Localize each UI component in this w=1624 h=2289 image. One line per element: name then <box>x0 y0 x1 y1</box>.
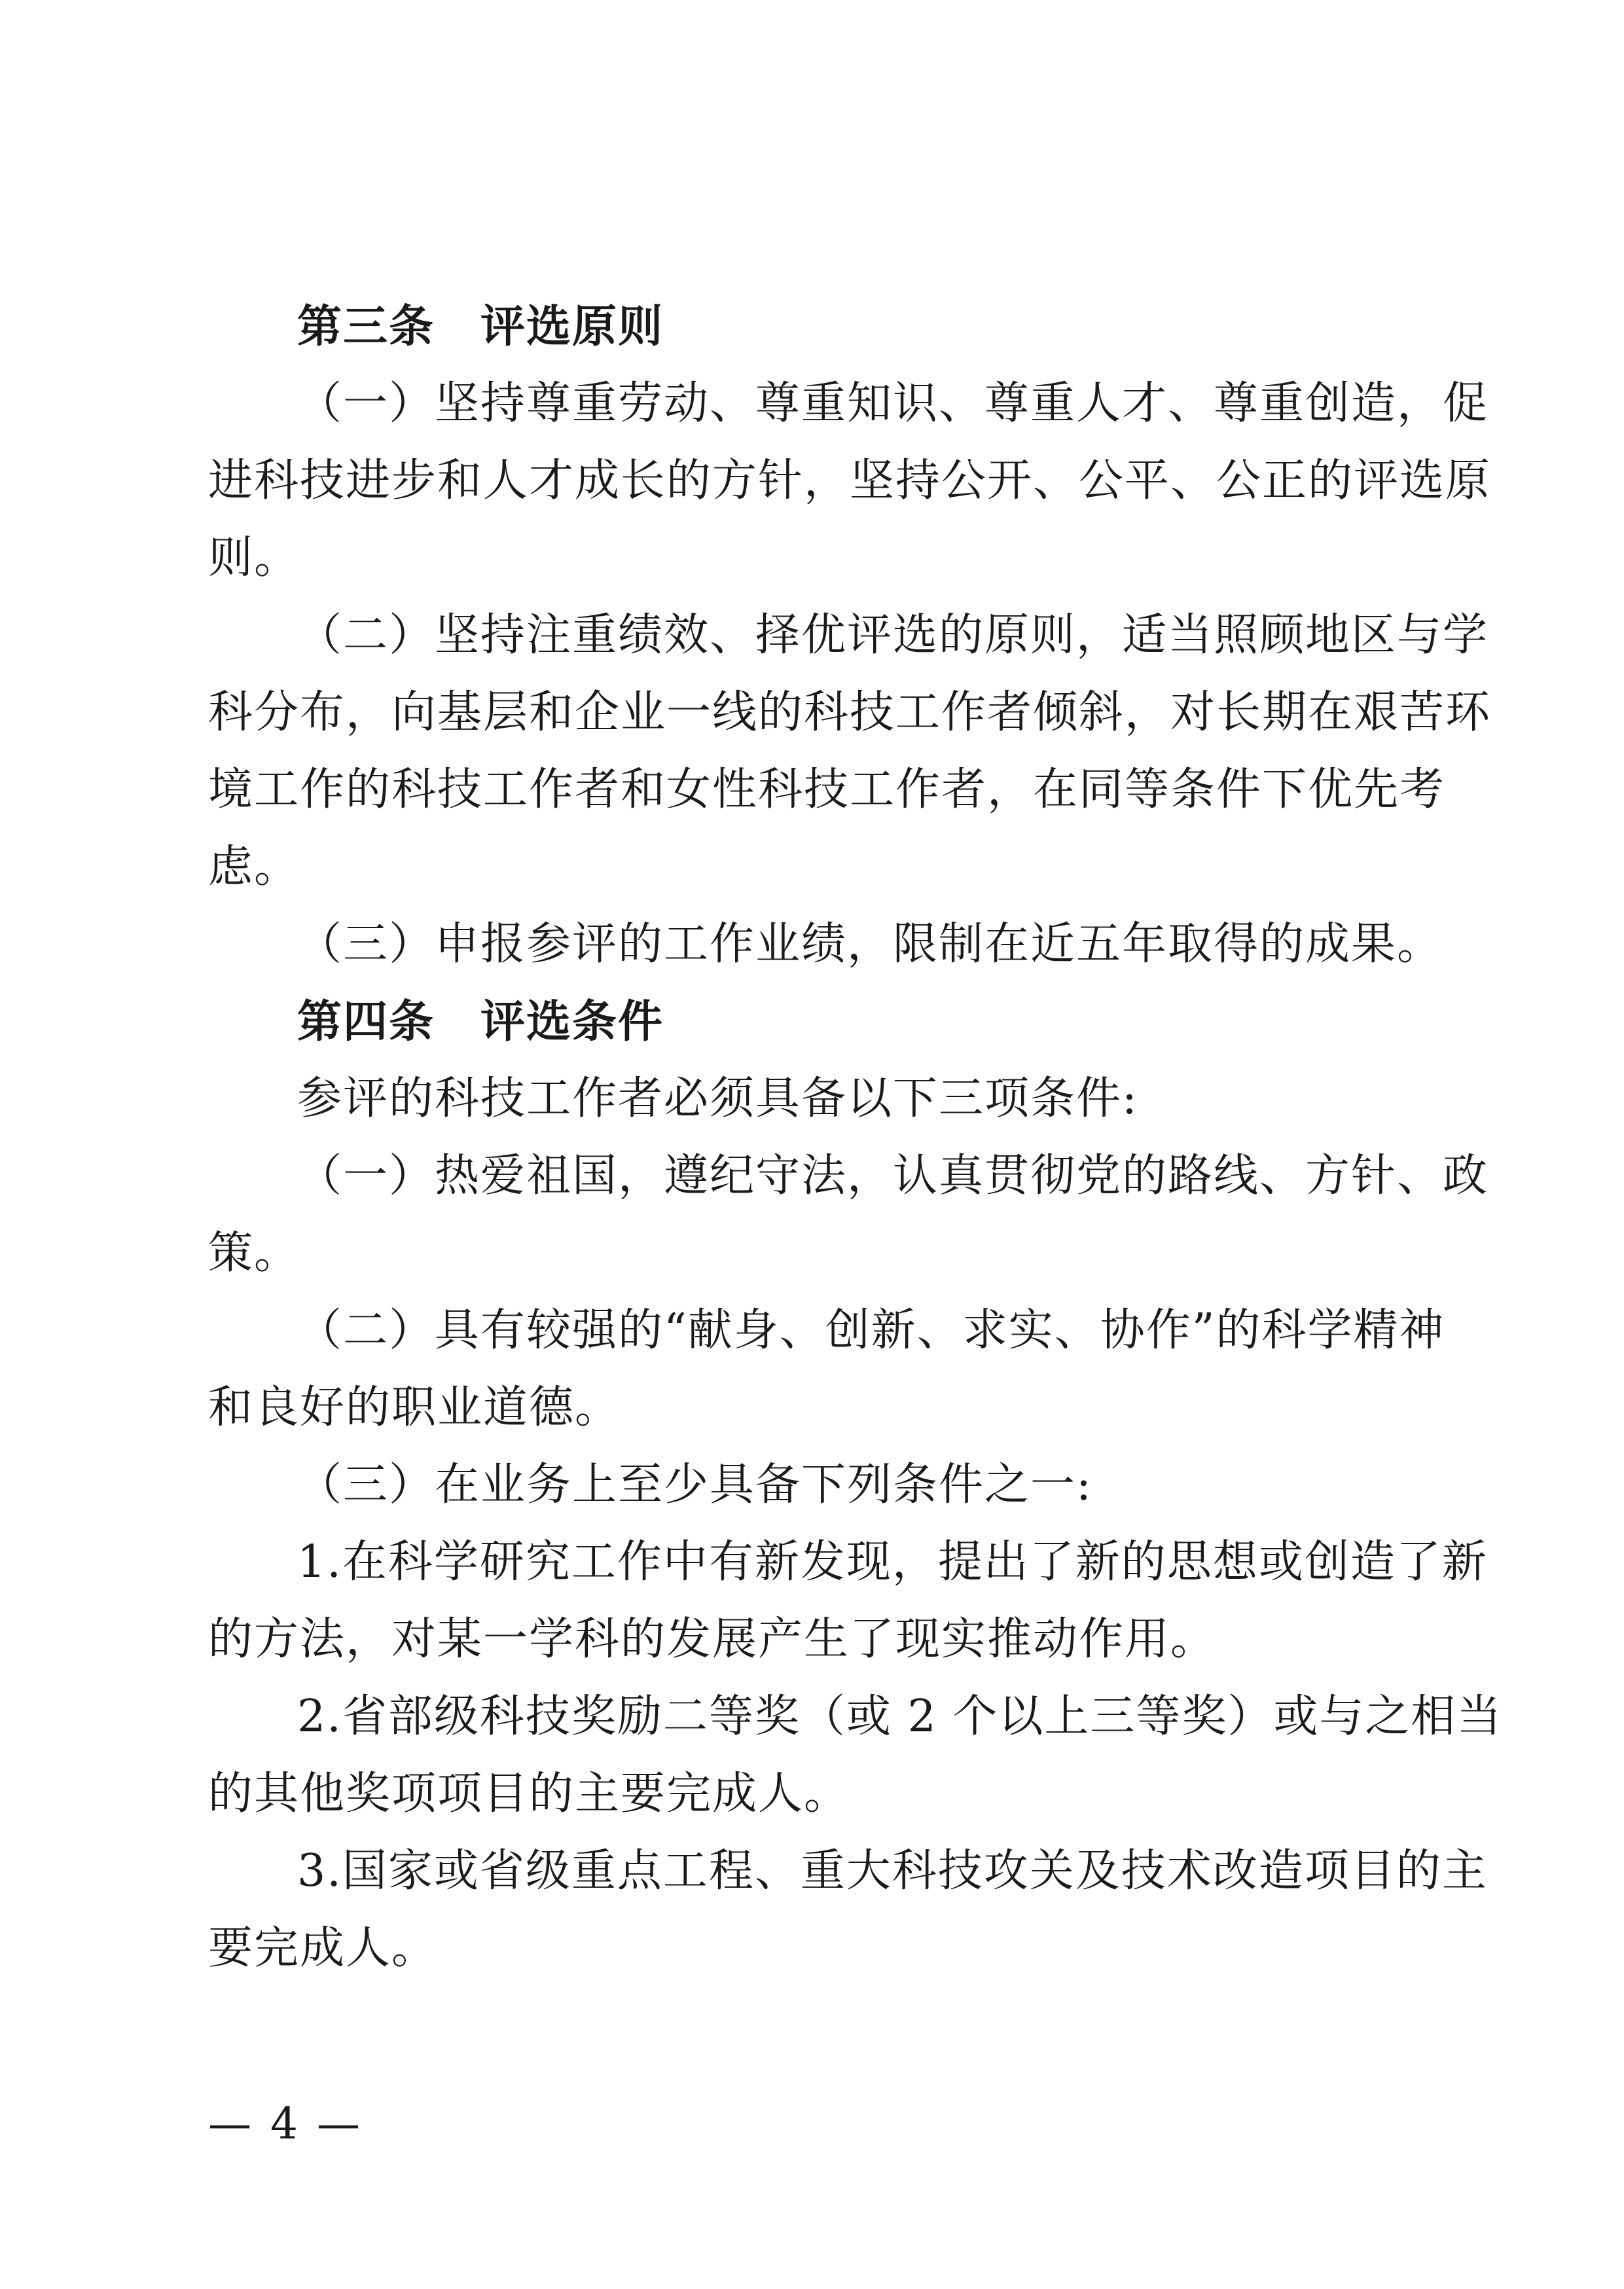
paragraph-line: 进科技进步和人才成长的方针，坚持公开、公平、公正的评选原 <box>208 455 1492 507</box>
body-text <box>208 288 1503 1987</box>
paragraph-line: 科分布，向基层和企业一线的科技工作者倾斜，对长期在艰苦环 <box>208 687 1492 738</box>
article-3-heading: 第三条 评选原则 <box>297 300 664 353</box>
paragraph-line: （二）具有较强的“献身、创新、求实、协作”的科学精神 <box>297 1305 1445 1356</box>
paragraph-line: 2.省部级科技奖励二等奖（或 2 个以上三等奖）或与之相当 <box>297 1691 1503 1742</box>
paragraph-line: （三）在业务上至少具备下列条件之一: <box>297 1459 1092 1511</box>
paragraph-line: （一）热爱祖国，遵纪守法，认真贯彻党的路线、方针、政 <box>297 1150 1489 1202</box>
paragraph-line: 参评的科技工作者必须具备以下三项条件: <box>297 1073 1138 1125</box>
paragraph-line: 要完成人。 <box>208 1922 438 1974</box>
paragraph-line: 和良好的职业道德。 <box>208 1382 621 1433</box>
paragraph-line: 虑。 <box>208 841 300 893</box>
paragraph-line: 的其他奖项项目的主要完成人。 <box>208 1768 850 1820</box>
paragraph-line: 的方法，对某一学科的发展产生了现实推动作用。 <box>208 1613 1217 1665</box>
paragraph-line: 1.在科学研究工作中有新发现，提出了新的思想或创造了新 <box>297 1536 1488 1588</box>
paragraph-line: （一）坚持尊重劳动、尊重知识、尊重人才、尊重创造，促 <box>297 378 1489 429</box>
paragraph-line: （二）坚持注重绩效、择优评选的原则，适当照顾地区与学 <box>297 609 1489 661</box>
paragraph-line: 3.国家或省级重点工程、重大科技攻关及技术改造项目的主 <box>297 1845 1488 1897</box>
paragraph-line: 则。 <box>208 532 300 584</box>
paragraph-line: 境工作的科技工作者和女性科技工作者，在同等条件下优先考 <box>208 764 1446 816</box>
paragraph-line: 策。 <box>208 1227 300 1279</box>
paragraph-line: （三）申报参评的工作业绩，限制在近五年取得的成果。 <box>297 918 1443 970</box>
page-number: — 4 — <box>208 2099 363 2149</box>
article-4-heading: 第四条 评选条件 <box>297 996 664 1048</box>
